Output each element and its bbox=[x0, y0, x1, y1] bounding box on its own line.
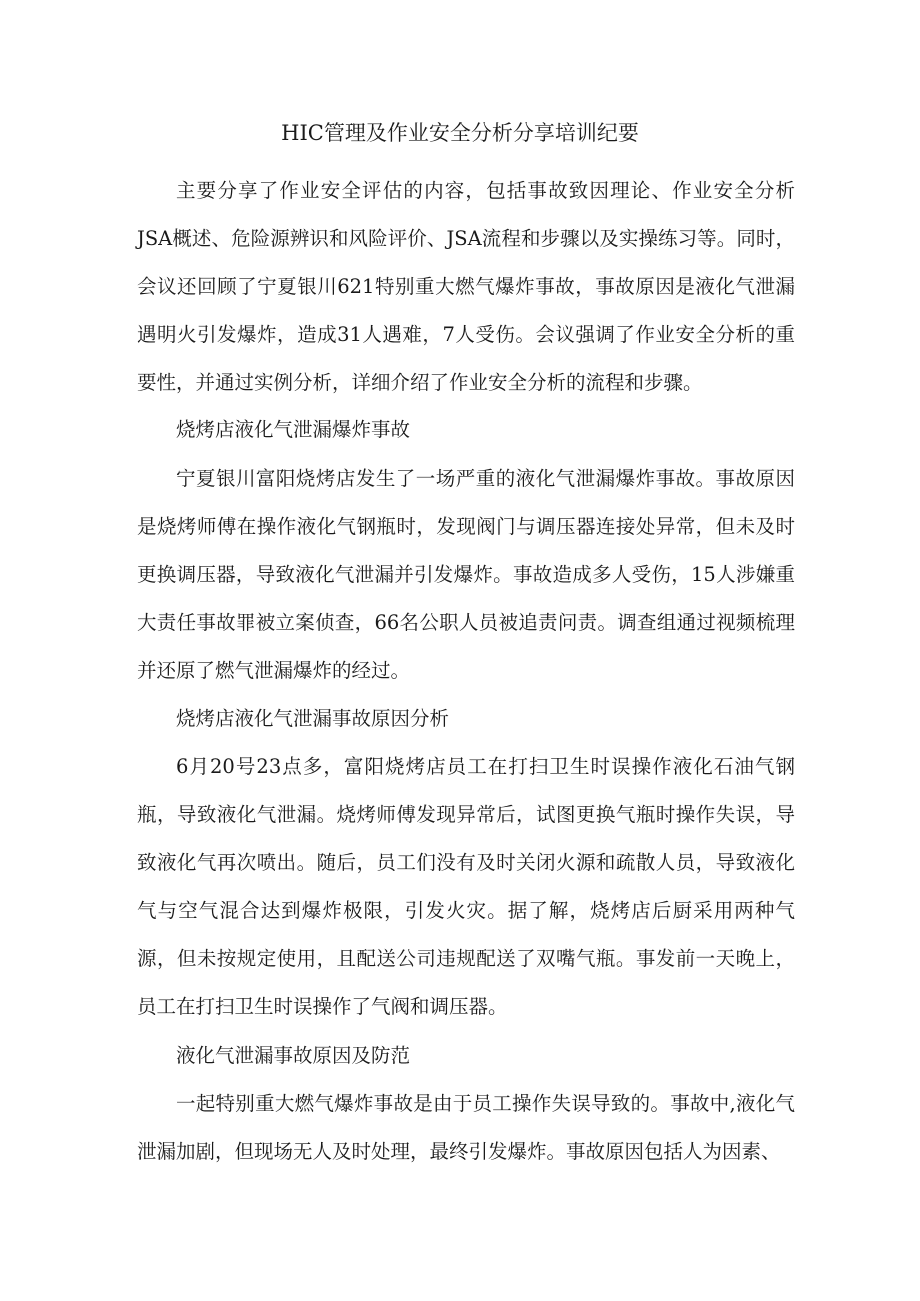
section-heading-prevention: 液化气泄漏事故原因及防范 bbox=[176, 1044, 411, 1067]
section-body-prevention: 一起特别重大燃气爆炸事故是由于员工操作失误导致的。事故中,液化气泄漏加剧，但现场无人及时处理，最终引发爆炸。事故原因包括人为因素、 bbox=[137, 1092, 795, 1163]
section-body-bbq-explosion: 宁夏银川富阳烧烤店发生了一场严重的液化气泄漏爆炸事故。事故原因是烧烤师傅在操作液化气钢瓶时，发现阀门与调压器连接处异常，但未及时更换调压器，导致液化气泄漏并引发爆炸。事故造成多人受伤，15人涉嫌重大责任事故罪被立案侦查，66名公职人员被追责问责。调查组通过视频梳理并还原了燃气泄漏爆炸的经过。 bbox=[137, 467, 795, 682]
section-heading-bbq-explosion: 烧烤店液化气泄漏爆炸事故 bbox=[176, 418, 411, 441]
document-title: HIC管理及作业安全分析分享培训纪要 bbox=[281, 121, 639, 145]
section-heading-cause-analysis: 烧烤店液化气泄漏事故原因分析 bbox=[176, 707, 450, 730]
section-body-cause-analysis: 6月20号23点多，富阳烧烤店员工在打扫卫生时误操作液化石油气钢瓶，导致液化气泄漏。烧烤师傅发现异常后，试图更换气瓶时操作失误，导致液化气再次喷出。随后，员工们没有及时关闭火源和疏散人员，导致液化气与空气混合达到爆炸极限，引发火灾。据了解，烧烤店后厨采用两种气源，但未按规定使用，且配送公司违规配送了双嘴气瓶。事发前一天晚上，员工在打扫卫生时误操作了气阀和调压器。 bbox=[137, 755, 795, 1018]
intro-paragraph: 主要分享了作业安全评估的内容，包括事故致因理论、作业安全分析JSA概述、危险源辨识和风险评价、JSA流程和步骤以及实操练习等。同时，会议还回顾了宁夏银川621特别重大燃气爆炸事故，事故原因是液化气泄漏遇明火引发爆炸，造成31人遇难，7人受伤。会议强调了作业安全分析的重要性，并通过实例分析，详细介绍了作业安全分析的流程和步骤。 bbox=[137, 179, 795, 394]
